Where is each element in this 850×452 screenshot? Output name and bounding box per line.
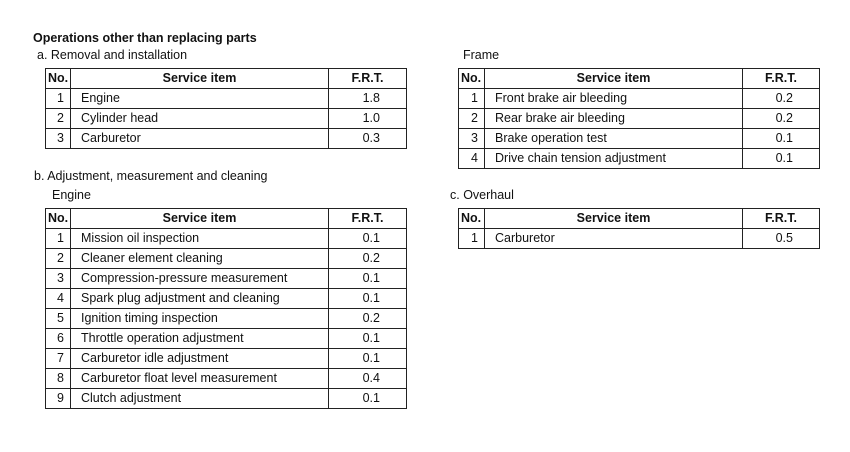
table-header-row — [459, 69, 820, 89]
service-item: Brake operation test — [485, 129, 743, 149]
row-number: 2 — [46, 249, 71, 269]
frt-value: 0.2 — [743, 89, 820, 109]
frt-value: 0.5 — [743, 229, 820, 249]
frame-table — [458, 68, 820, 169]
engine-sub-label: Engine — [52, 188, 91, 202]
frt-value: 0.1 — [329, 269, 407, 289]
removal-table — [45, 68, 407, 149]
row-number: 4 — [459, 149, 485, 169]
service-item: Engine — [71, 89, 329, 109]
service-item: Carburetor idle adjustment — [71, 349, 329, 369]
row-number: 7 — [46, 349, 71, 369]
frt-value: 0.2 — [743, 109, 820, 129]
table-row — [459, 229, 820, 249]
table-row — [46, 269, 407, 289]
col-service-item: Service item — [485, 209, 743, 229]
frt-value: 0.4 — [329, 369, 407, 389]
service-item: Compression-pressure measurement — [71, 269, 329, 289]
table-row — [46, 389, 407, 409]
section-a-label: a. Removal and installation — [37, 48, 188, 62]
table-row — [46, 309, 407, 329]
service-item: Throttle operation adjustment — [71, 329, 329, 349]
frt-value: 0.2 — [329, 249, 407, 269]
row-number: 1 — [46, 89, 71, 109]
service-item: Spark plug adjustment and cleaning — [71, 289, 329, 309]
col-no: No. — [46, 209, 71, 229]
col-no: No. — [459, 69, 485, 89]
frt-value: 0.1 — [329, 349, 407, 369]
col-frt: F.R.T. — [743, 209, 820, 229]
section-c-label: c. Overhaul — [450, 188, 514, 202]
frt-value: 0.1 — [329, 229, 407, 249]
col-no: No. — [459, 209, 485, 229]
col-frt: F.R.T. — [329, 69, 407, 89]
section-b-label: b. Adjustment, measurement and cleaning — [34, 169, 268, 183]
table-header-row — [459, 209, 820, 229]
frt-value: 0.1 — [743, 149, 820, 169]
row-number: 6 — [46, 329, 71, 349]
service-item: Front brake air bleeding — [485, 89, 743, 109]
frt-value: 0.1 — [743, 129, 820, 149]
table-header-row — [46, 209, 407, 229]
row-number: 4 — [46, 289, 71, 309]
service-item: Ignition timing inspection — [71, 309, 329, 329]
row-number: 5 — [46, 309, 71, 329]
service-item: Cleaner element cleaning — [71, 249, 329, 269]
table-row — [459, 89, 820, 109]
service-item: Carburetor — [485, 229, 743, 249]
frt-value: 0.3 — [329, 129, 407, 149]
frt-value: 0.1 — [329, 389, 407, 409]
service-item: Carburetor — [71, 129, 329, 149]
table-header-row — [46, 69, 407, 89]
service-item: Cylinder head — [71, 109, 329, 129]
row-number: 9 — [46, 389, 71, 409]
frt-value: 1.8 — [329, 89, 407, 109]
row-number: 3 — [46, 269, 71, 289]
row-number: 3 — [459, 129, 485, 149]
service-item: Rear brake air bleeding — [485, 109, 743, 129]
frame-label: Frame — [463, 48, 500, 62]
overhaul-table — [458, 208, 820, 249]
col-service-item: Service item — [485, 69, 743, 89]
row-number: 1 — [459, 89, 485, 109]
table-row — [46, 329, 407, 349]
row-number: 3 — [46, 129, 71, 149]
frt-value: 0.1 — [329, 329, 407, 349]
page-heading: Operations other than replacing parts — [33, 31, 257, 45]
row-number: 1 — [46, 229, 71, 249]
col-service-item: Service item — [71, 69, 329, 89]
table-row — [459, 109, 820, 129]
col-frt: F.R.T. — [743, 69, 820, 89]
service-item: Drive chain tension adjustment — [485, 149, 743, 169]
row-number: 2 — [46, 109, 71, 129]
table-row — [46, 249, 407, 269]
col-no: No. — [46, 69, 71, 89]
table-row — [46, 109, 407, 129]
row-number: 2 — [459, 109, 485, 129]
table-row — [46, 289, 407, 309]
table-row — [46, 89, 407, 109]
service-item: Mission oil inspection — [71, 229, 329, 249]
table-row — [46, 129, 407, 149]
service-item: Carburetor float level measurement — [71, 369, 329, 389]
col-service-item: Service item — [71, 209, 329, 229]
frt-value: 1.0 — [329, 109, 407, 129]
table-row — [459, 129, 820, 149]
engine-table — [45, 208, 407, 409]
col-frt: F.R.T. — [329, 209, 407, 229]
frt-value: 0.1 — [329, 289, 407, 309]
row-number: 8 — [46, 369, 71, 389]
table-row — [46, 369, 407, 389]
row-number: 1 — [459, 229, 485, 249]
table-row — [459, 149, 820, 169]
table-row — [46, 349, 407, 369]
frt-value: 0.2 — [329, 309, 407, 329]
table-row — [46, 229, 407, 249]
service-item: Clutch adjustment — [71, 389, 329, 409]
